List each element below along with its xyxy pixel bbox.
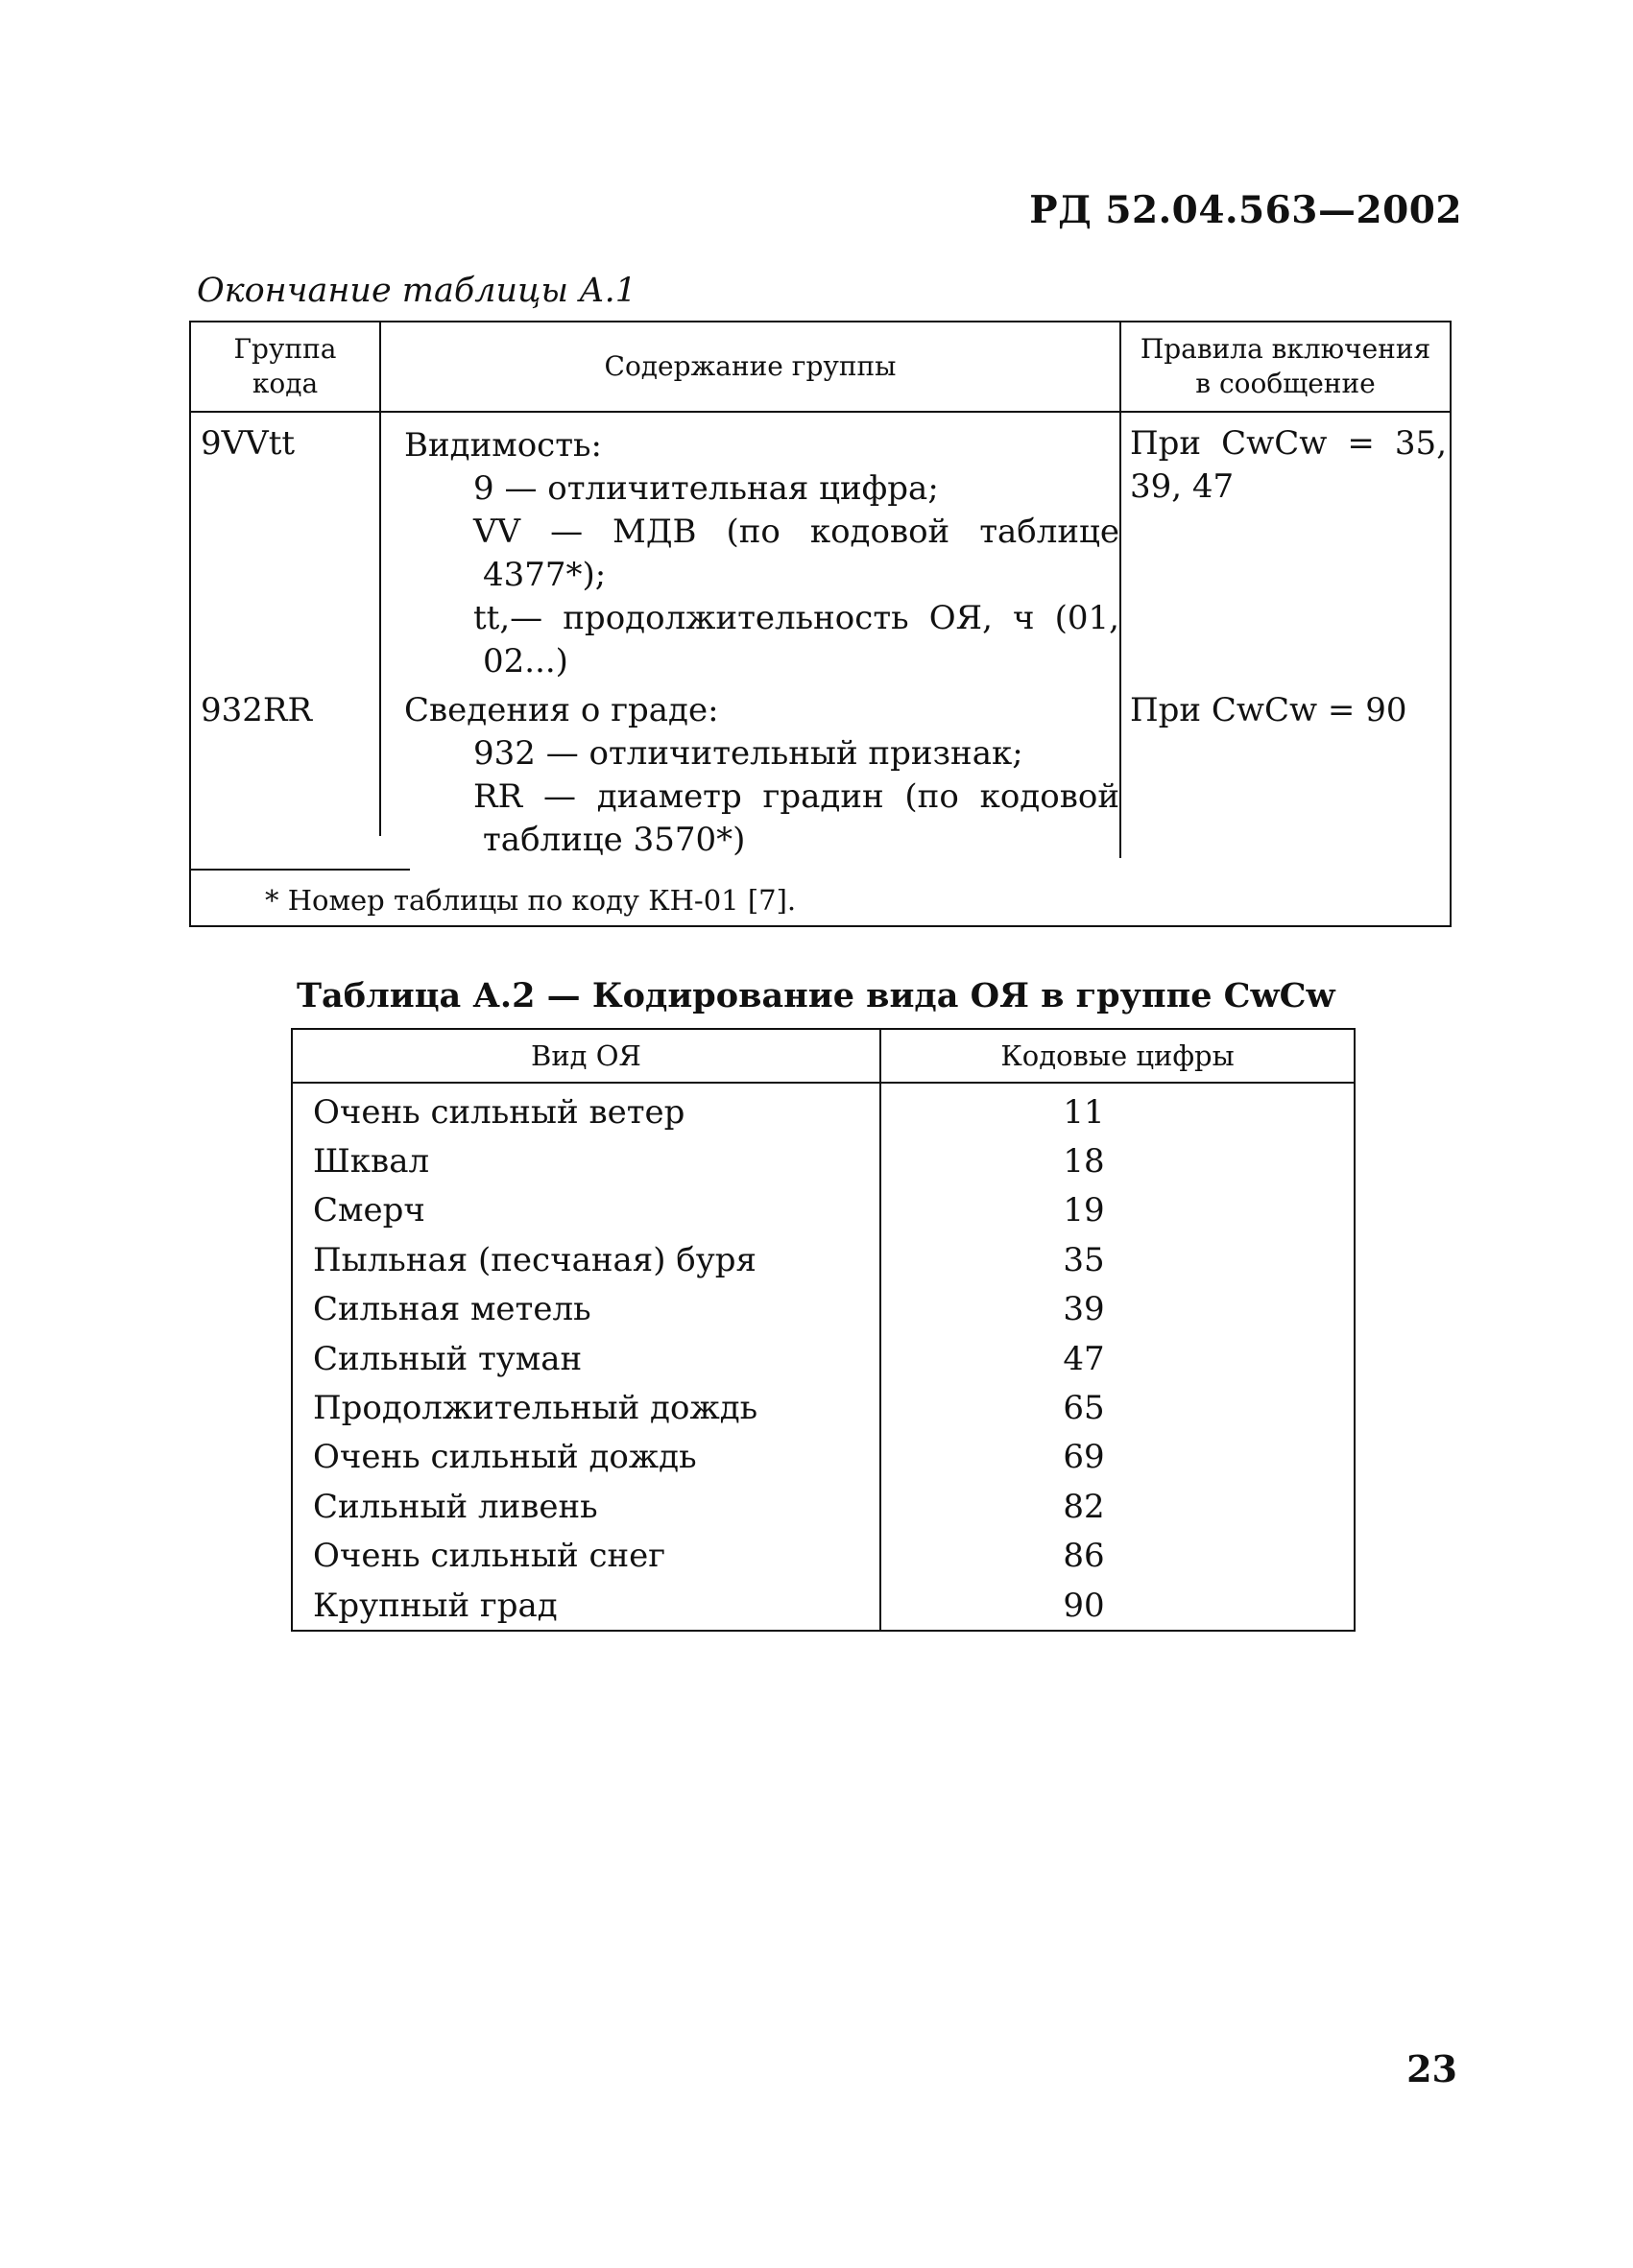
footnote-rule xyxy=(191,869,410,871)
code-cell: 65 xyxy=(880,1383,1355,1432)
table-row xyxy=(292,1581,1355,1631)
kind-cell: Продолжительный дождь xyxy=(292,1383,880,1432)
table-a2-header-row xyxy=(292,1029,1355,1083)
kind-cell: Сильный туман xyxy=(292,1334,880,1383)
header-kind: Вид ОЯ xyxy=(292,1029,880,1083)
kind-cell: Сильная метель xyxy=(292,1285,880,1334)
row-9vvtt-code: 9VVtt xyxy=(201,424,296,463)
table-row xyxy=(292,1083,1355,1136)
row-9vvtt-content: Видимость: 9 — отличительная цифра; VV — МДВ (по кодовой таблице 4377*); tt,— продолжительность ОЯ, ч (01, 02...) xyxy=(404,426,1119,680)
table-row xyxy=(292,1532,1355,1581)
code-cell: 18 xyxy=(880,1136,1355,1185)
table-a2-title: Таблица А.2 — Кодирование вида ОЯ в группе CwCw xyxy=(297,976,1335,1015)
table-a1-divider xyxy=(1119,322,1121,858)
kind-cell: Очень сильный ветер xyxy=(292,1083,880,1136)
table-row xyxy=(292,1136,1355,1185)
table-row xyxy=(292,1383,1355,1432)
table-a1-header-rules: Правила включения в сообщение xyxy=(1140,333,1431,399)
kind-cell: Сильный ливень xyxy=(292,1482,880,1531)
table-a1-header-code: Группа кода xyxy=(233,333,337,399)
table-a1 xyxy=(189,321,1452,927)
code-cell: 39 xyxy=(880,1285,1355,1334)
table-a2 xyxy=(291,1028,1356,1632)
table-a1-footnote: * Номер таблицы по коду КН-01 [7]. xyxy=(265,884,797,917)
code-cell: 11 xyxy=(880,1083,1355,1136)
header-code: Кодовые цифры xyxy=(880,1029,1355,1083)
table-row xyxy=(292,1235,1355,1284)
table-row xyxy=(292,1433,1355,1482)
code-cell: 82 xyxy=(880,1482,1355,1531)
code-cell: 86 xyxy=(880,1532,1355,1581)
code-cell: 69 xyxy=(880,1433,1355,1482)
code-cell: 35 xyxy=(880,1235,1355,1284)
kind-cell: Смерч xyxy=(292,1186,880,1235)
code-cell: 19 xyxy=(880,1186,1355,1235)
kind-cell: Очень сильный дождь xyxy=(292,1433,880,1482)
table-row xyxy=(292,1285,1355,1334)
row-9vvtt-rule: При CwCw = 35, 39, 47 xyxy=(1130,424,1447,506)
row-932rr-rule: При CwCw = 90 xyxy=(1130,691,1407,729)
kind-cell: Пыльная (песчаная) буря xyxy=(292,1235,880,1284)
code-cell: 90 xyxy=(880,1581,1355,1631)
kind-cell: Очень сильный снег xyxy=(292,1532,880,1581)
document-id: РД 52.04.563—2002 xyxy=(1029,188,1462,232)
row-932rr-content: Сведения о граде: 932 — отличительный признак; RR — диаметр градин (по кодовой таблице 3570*) xyxy=(404,691,1119,859)
table-row xyxy=(292,1186,1355,1235)
row-932rr-code: 932RR xyxy=(201,691,313,729)
page-number: 23 xyxy=(1406,2047,1457,2090)
table-row xyxy=(292,1482,1355,1531)
table-a1-header-line xyxy=(191,411,1450,413)
kind-cell: Шквал xyxy=(292,1136,880,1185)
table-row xyxy=(292,1334,1355,1383)
table-a1-header-content: Содержание группы xyxy=(604,350,897,382)
table-a1-divider xyxy=(379,322,381,836)
code-cell: 47 xyxy=(880,1334,1355,1383)
kind-cell: Крупный град xyxy=(292,1581,880,1631)
table-a1-caption: Окончание таблицы А.1 xyxy=(197,272,636,310)
